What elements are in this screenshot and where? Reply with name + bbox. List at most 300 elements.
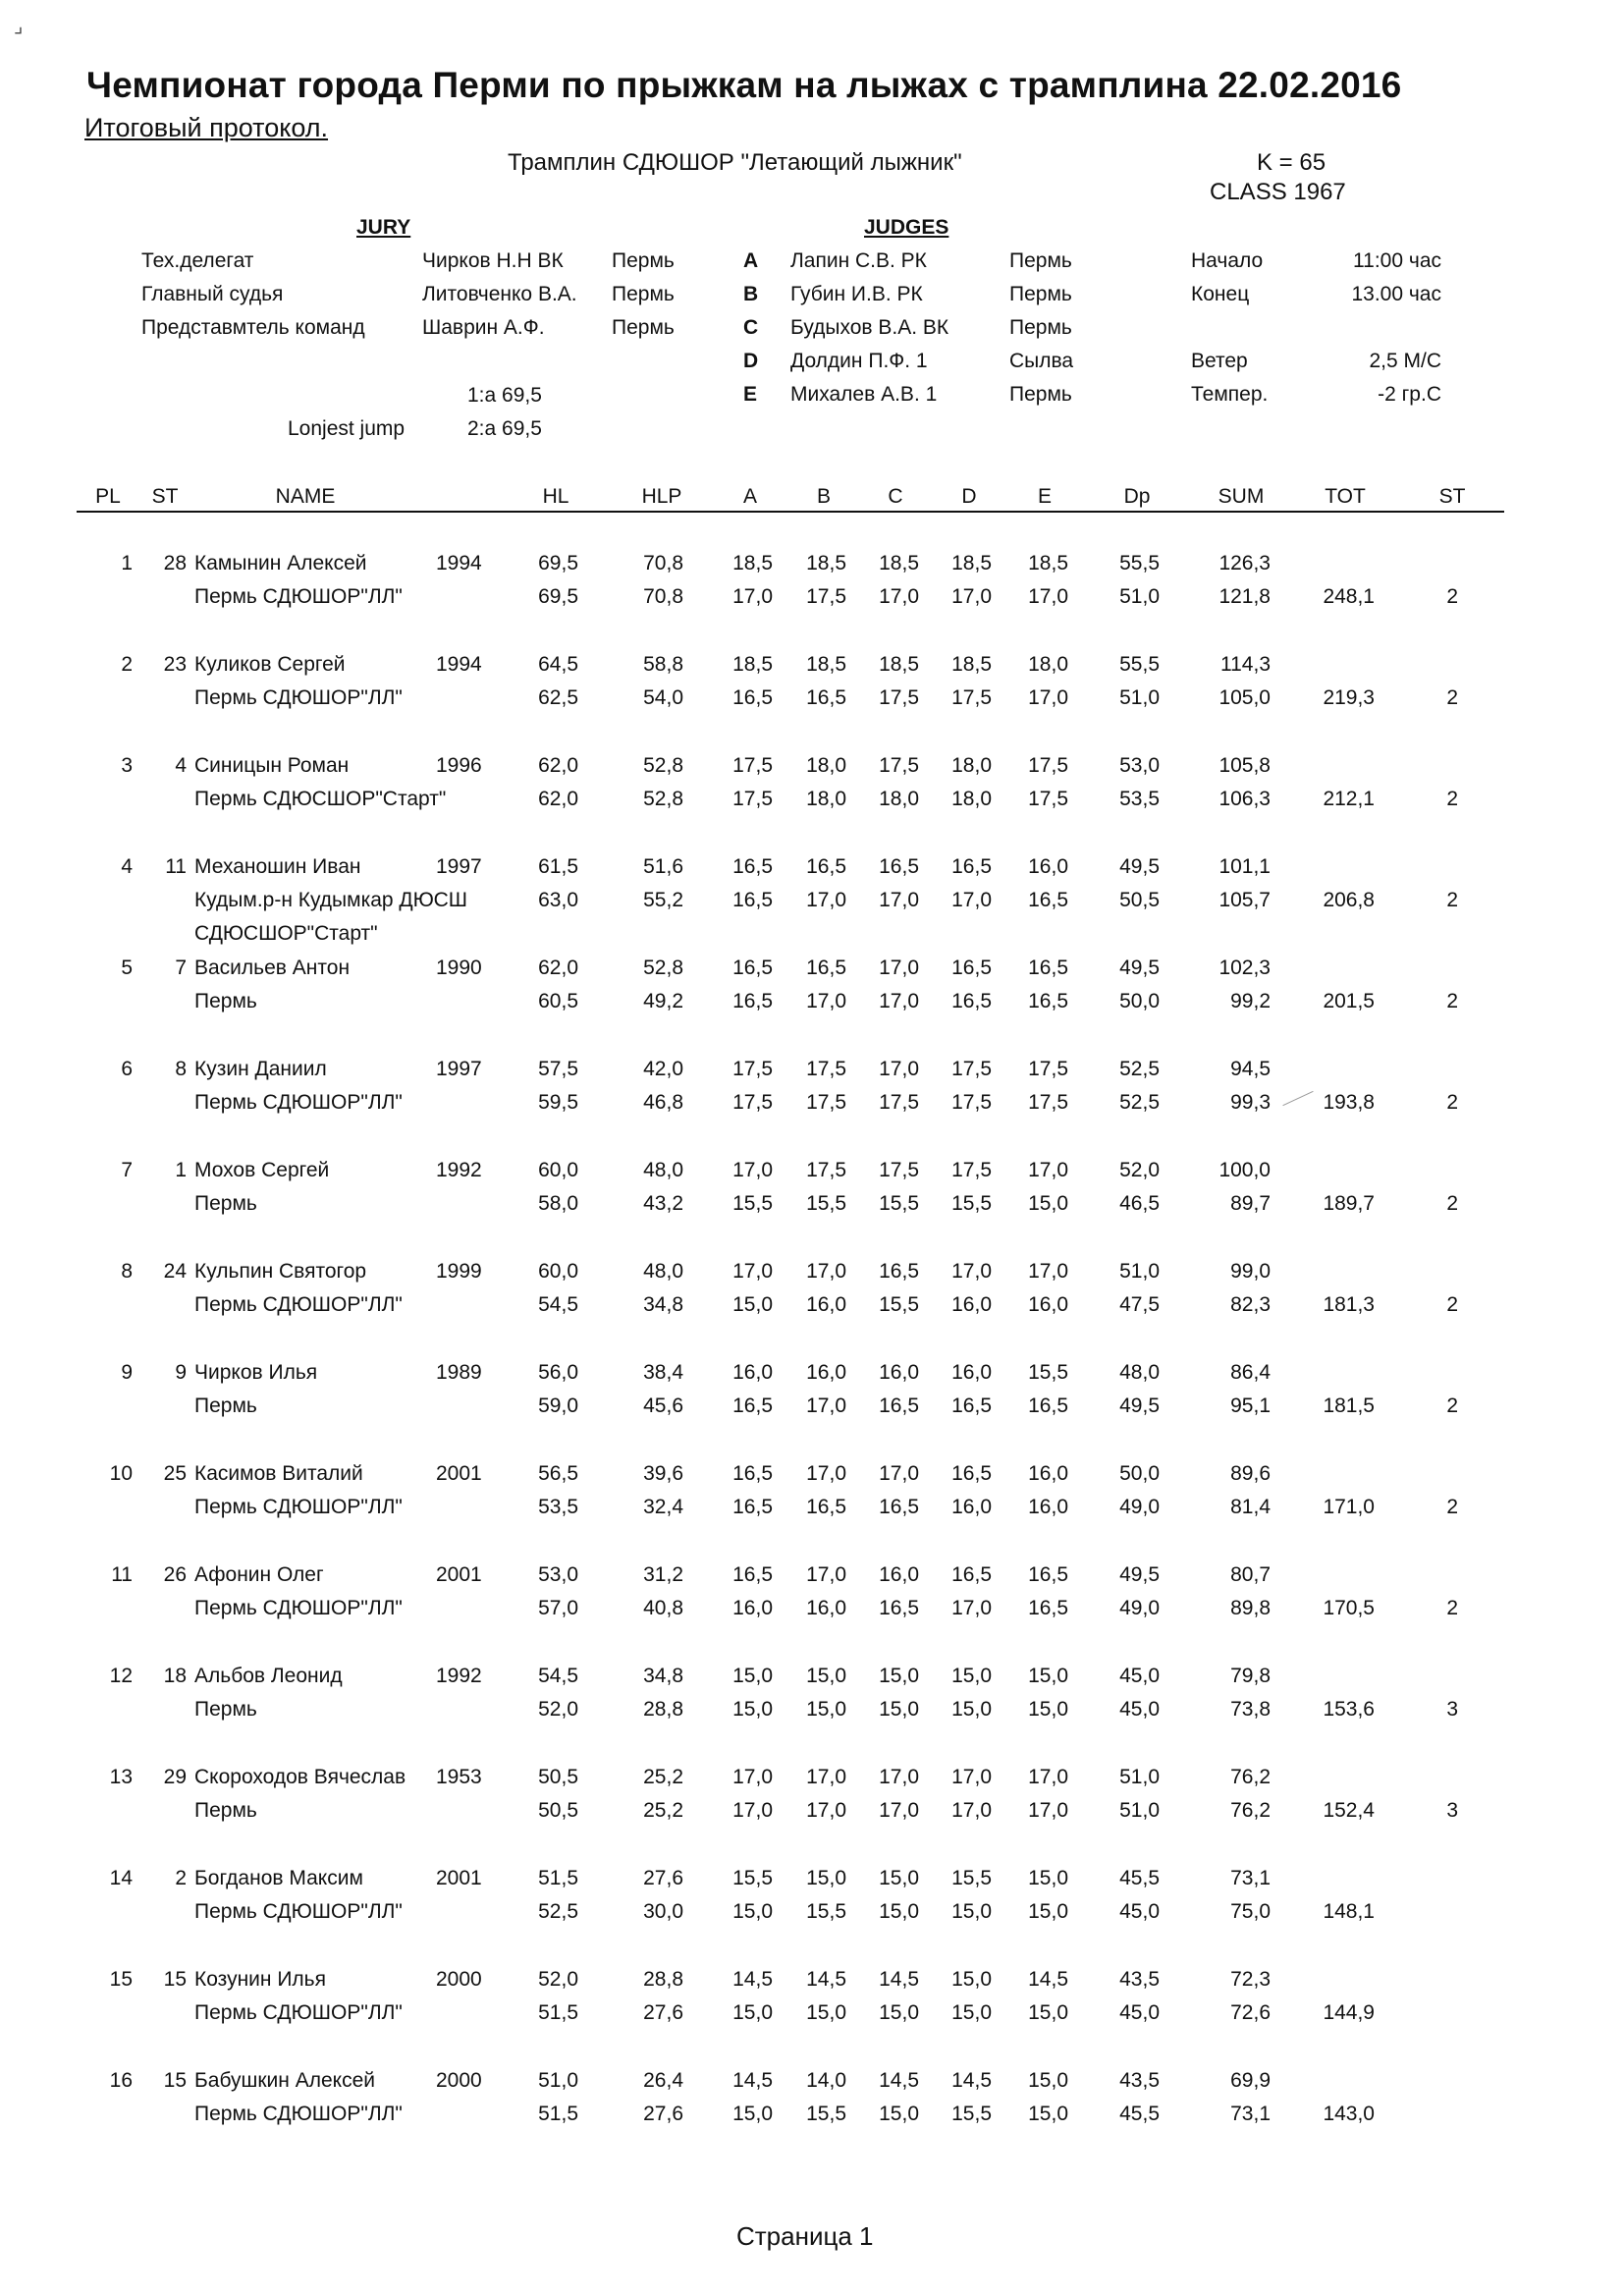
result-total: 153,6 [1323,1698,1375,1721]
jump2-value: 15,5 [732,1192,773,1215]
jump1-value: 17,5 [951,1159,992,1181]
result-category: 2 [1446,585,1458,608]
jury-city: Пермь [612,316,675,339]
page-title: Чемпионат города Перми по прыжкам на лыжах с трамплина 22.02.2016 [86,65,1402,105]
result-start-number: 28 [163,552,187,574]
result-category: 2 [1446,889,1458,911]
jump2-value: 16,5 [732,1496,773,1518]
jump1-value: 43,5 [1119,2069,1160,2092]
jump2-value: 17,5 [806,585,846,608]
jump1-value: 102,3 [1218,957,1271,979]
column-header: HLP [641,485,682,508]
condition-value: 13.00 час [1351,283,1441,305]
jump2-value: 105,7 [1218,889,1271,911]
jump1-value: 17,0 [732,1260,773,1283]
jump1-value: 16,0 [951,1361,992,1384]
jump2-value: 17,5 [732,1091,773,1114]
jump1-value: 16,5 [732,1563,773,1586]
result-start-number: 9 [175,1361,187,1384]
condition-label: Конец [1191,283,1250,305]
jump2-value: 17,0 [1028,1799,1068,1822]
jump2-value: 51,0 [1119,686,1160,709]
jump1-value: 52,0 [538,1968,578,1991]
jump2-value: 16,0 [732,1597,773,1619]
scan-mark: ⌟ [14,16,24,37]
k-point: K = 65 [1257,149,1326,176]
jump1-value: 16,0 [732,1361,773,1384]
jump2-value: 53,5 [1119,788,1160,810]
jump1-value: 17,5 [806,1058,846,1080]
athlete-club: Пермь [194,1394,257,1417]
jury-heading: JURY [356,216,411,239]
jump2-value: 30,0 [643,1900,683,1923]
jump1-value: 17,5 [951,1058,992,1080]
jump2-value: 16,5 [879,1597,919,1619]
jump1-value: 101,1 [1218,855,1271,878]
result-total: 181,5 [1323,1394,1375,1417]
athlete-club: Пермь [194,1698,257,1721]
jump2-value: 16,5 [879,1394,919,1417]
jump1-value: 52,5 [1119,1058,1160,1080]
jump2-value: 18,0 [879,788,919,810]
jump1-value: 86,4 [1230,1361,1271,1384]
jump1-value: 16,0 [1028,855,1068,878]
jump1-value: 16,5 [806,957,846,979]
jury-city: Пермь [612,249,675,272]
longest-jump-2: 2:a 69,5 [467,417,542,440]
jump2-value: 17,5 [732,788,773,810]
jump1-value: 17,5 [1028,754,1068,777]
judge-city: Пермь [1009,383,1072,406]
result-total: 201,5 [1323,990,1375,1012]
jump2-value: 52,5 [1119,1091,1160,1114]
athlete-club: Пермь СДЮШОР"ЛЛ" [194,585,403,608]
result-start-number: 4 [175,754,187,777]
jump2-value: 16,5 [732,889,773,911]
result-category: 2 [1446,1496,1458,1518]
athlete-club: Пермь [194,1192,257,1215]
result-category: 3 [1446,1799,1458,1822]
jump2-value: 51,5 [538,2001,578,2024]
athlete-year: 1994 [436,552,482,574]
result-category: 2 [1446,1091,1458,1114]
jump1-value: 17,5 [732,754,773,777]
jump1-value: 15,5 [1028,1361,1068,1384]
result-category: 3 [1446,1698,1458,1721]
jump1-value: 15,0 [951,1968,992,1991]
jump1-value: 17,0 [879,1058,919,1080]
jump1-value: 54,5 [538,1665,578,1687]
jump1-value: 17,0 [951,1766,992,1788]
condition-value: 2,5 М/С [1369,350,1441,372]
result-place: 4 [121,855,133,878]
jump2-value: 15,0 [1028,2103,1068,2125]
result-total: 181,3 [1323,1293,1375,1316]
jump1-value: 16,5 [951,957,992,979]
jump2-value: 62,0 [538,788,578,810]
jump2-value: 15,0 [1028,1900,1068,1923]
jump2-value: 15,0 [732,1900,773,1923]
jump2-value: 17,0 [951,585,992,608]
jump2-value: 59,0 [538,1394,578,1417]
column-header: ST [151,485,179,508]
jump1-value: 18,5 [951,653,992,676]
jump1-value: 55,5 [1119,653,1160,676]
column-header: SUM [1218,485,1265,508]
jump2-value: 17,5 [879,686,919,709]
jump1-value: 16,0 [806,1361,846,1384]
jump1-value: 18,0 [951,754,992,777]
athlete-name: Кузин Даниил [194,1058,327,1080]
judge-name: Губин И.В. РК [790,283,923,305]
jump1-value: 17,0 [732,1159,773,1181]
result-place: 9 [121,1361,133,1384]
judge-letter: C [743,316,759,339]
jump1-value: 16,5 [732,957,773,979]
result-category: 2 [1446,1394,1458,1417]
jump1-value: 17,0 [806,1260,846,1283]
jump1-value: 18,5 [879,552,919,574]
result-total: 148,1 [1323,1900,1375,1923]
jump2-value: 15,5 [951,2103,992,2125]
jump1-value: 114,3 [1220,653,1271,676]
jump2-value: 81,4 [1230,1496,1271,1518]
venue-name: Трамплин СДЮШОР "Летающий лыжник" [508,149,962,176]
jump1-value: 48,0 [643,1260,683,1283]
longest-jump-label: Lonjest jump [288,417,406,440]
jump2-value: 15,0 [732,2103,773,2125]
athlete-name: Касимов Виталий [194,1462,363,1485]
jump1-value: 16,5 [732,1462,773,1485]
result-start-number: 25 [163,1462,187,1485]
column-header: NAME [275,485,336,508]
athlete-club: Пермь [194,990,257,1012]
jump1-value: 17,0 [1028,1159,1068,1181]
jump2-value: 17,0 [951,1799,992,1822]
jump2-value: 15,0 [879,2001,919,2024]
jump2-value: 16,0 [951,1293,992,1316]
result-place: 6 [121,1058,133,1080]
jump1-value: 16,0 [1028,1462,1068,1485]
column-header: B [816,485,831,508]
jump2-value: 89,8 [1230,1597,1271,1619]
jump2-value: 46,8 [643,1091,683,1114]
jump2-value: 57,0 [538,1597,578,1619]
result-place: 10 [109,1462,133,1485]
jump2-value: 76,2 [1230,1799,1271,1822]
jump2-value: 15,5 [806,2103,846,2125]
jump2-value: 25,2 [643,1799,683,1822]
athlete-name: Афонин Олег [194,1563,324,1586]
jump2-value: 45,0 [1119,1698,1160,1721]
athlete-year: 2001 [436,1462,482,1485]
judge-letter: D [743,350,759,372]
jury-name: Шаврин А.Ф. [422,316,545,339]
jump1-value: 14,5 [806,1968,846,1991]
jump1-value: 17,0 [879,1766,919,1788]
athlete-club: Пермь СДЮШОР"ЛЛ" [194,1597,403,1619]
result-category: 2 [1446,1293,1458,1316]
jump1-value: 16,5 [879,855,919,878]
jump2-value: 43,2 [643,1192,683,1215]
jump1-value: 15,5 [951,1867,992,1889]
result-total: 206,8 [1323,889,1375,911]
jump2-value: 52,8 [643,788,683,810]
jump2-value: 28,8 [643,1698,683,1721]
result-category: 2 [1446,1597,1458,1619]
athlete-name: Мохов Сергей [194,1159,330,1181]
jump1-value: 16,5 [951,1462,992,1485]
jump2-value: 105,0 [1218,686,1271,709]
result-start-number: 15 [163,1968,187,1991]
jump1-value: 18,5 [732,653,773,676]
jump2-value: 17,0 [879,990,919,1012]
jump2-value: 16,5 [1028,889,1068,911]
jump2-value: 75,0 [1230,1900,1271,1923]
jump1-value: 14,5 [951,2069,992,2092]
jump1-value: 17,0 [879,957,919,979]
result-total: 193,8 [1323,1091,1375,1114]
jump1-value: 62,0 [538,957,578,979]
jump1-value: 15,0 [951,1665,992,1687]
jump2-value: 62,5 [538,686,578,709]
jump2-value: 52,5 [538,1900,578,1923]
jury-role: Тех.делегат [141,249,254,272]
jump2-value: 16,5 [732,686,773,709]
athlete-club: Пермь СДЮШОР"ЛЛ" [194,1496,403,1518]
jump1-value: 48,0 [1119,1361,1160,1384]
jump1-value: 70,8 [643,552,683,574]
jump2-value: 17,0 [1028,686,1068,709]
page-number: Страница 1 [736,2221,874,2251]
jump1-value: 17,5 [806,1159,846,1181]
jump1-value: 17,0 [879,1462,919,1485]
jump1-value: 17,5 [732,1058,773,1080]
jump2-value: 121,8 [1218,585,1271,608]
jump1-value: 16,5 [1028,1563,1068,1586]
jump1-value: 49,5 [1119,957,1160,979]
jump1-value: 80,7 [1230,1563,1271,1586]
athlete-name: Камынин Алексей [194,552,367,574]
jump1-value: 56,5 [538,1462,578,1485]
jump2-value: 15,5 [879,1192,919,1215]
jump2-value: 15,5 [806,1900,846,1923]
athlete-year: 1989 [436,1361,482,1384]
jump2-value: 15,0 [732,1293,773,1316]
jump1-value: 17,5 [879,754,919,777]
jump1-value: 17,0 [806,1462,846,1485]
result-place: 3 [121,754,133,777]
result-total: 171,0 [1323,1496,1375,1518]
jump2-value: 16,5 [732,1394,773,1417]
jump2-value: 16,5 [1028,990,1068,1012]
result-total: 212,1 [1323,788,1375,810]
jump1-value: 50,5 [538,1766,578,1788]
jump2-value: 16,0 [806,1597,846,1619]
jump2-value: 17,0 [951,1597,992,1619]
athlete-club: Пермь СДЮШОР"ЛЛ" [194,1091,403,1114]
jump2-value: 51,0 [1119,585,1160,608]
jump2-value: 27,6 [643,2103,683,2125]
jump2-value: 16,5 [1028,1597,1068,1619]
jump2-value: 46,5 [1119,1192,1160,1215]
jump1-value: 51,0 [538,2069,578,2092]
jump2-value: 17,0 [951,889,992,911]
hill-class: CLASS 1967 [1210,179,1346,205]
judge-letter: B [743,283,759,305]
jump2-value: 51,0 [1119,1799,1160,1822]
jump1-value: 76,2 [1230,1766,1271,1788]
result-total: 219,3 [1323,686,1375,709]
result-place: 2 [121,653,133,676]
athlete-name: Козунин Илья [194,1968,326,1991]
jump2-value: 54,5 [538,1293,578,1316]
jump2-value: 45,0 [1119,2001,1160,2024]
jump1-value: 18,5 [732,552,773,574]
jump1-value: 72,3 [1230,1968,1271,1991]
jump1-value: 17,0 [732,1766,773,1788]
result-place: 12 [109,1665,133,1687]
jump1-value: 73,1 [1230,1867,1271,1889]
jump2-value: 49,2 [643,990,683,1012]
jump2-value: 16,5 [1028,1394,1068,1417]
athlete-club: Кудым.р-н Кудымкар ДЮСШ [194,889,468,911]
jump1-value: 17,0 [806,1766,846,1788]
column-header: A [742,485,757,508]
jump1-value: 89,6 [1230,1462,1271,1485]
jump2-value: 69,5 [538,585,578,608]
result-place: 15 [109,1968,133,1991]
jump1-value: 16,5 [806,855,846,878]
jump2-value: 17,0 [806,889,846,911]
jump1-value: 51,0 [1119,1766,1160,1788]
jump1-value: 60,0 [538,1260,578,1283]
result-start-number: 2 [175,1867,187,1889]
jump1-value: 53,0 [1119,754,1160,777]
athlete-club: Пермь СДЮШОР"ЛЛ" [194,1293,403,1316]
jump1-value: 18,0 [1028,653,1068,676]
jury-name: Чирков Н.Н ВК [422,249,564,272]
jump2-value: 82,3 [1230,1293,1271,1316]
athlete-club: Пермь СДЮШОР"ЛЛ" [194,686,403,709]
jump1-value: 16,5 [951,1563,992,1586]
jump2-value: 16,5 [951,1394,992,1417]
athlete-year: 2001 [436,1563,482,1586]
athlete-year: 1992 [436,1159,482,1181]
judge-letter: E [743,383,758,406]
column-header: TOT [1325,485,1366,508]
jump1-value: 79,8 [1230,1665,1271,1687]
jump1-value: 16,5 [732,855,773,878]
jump1-value: 15,0 [806,1867,846,1889]
result-start-number: 8 [175,1058,187,1080]
athlete-name: Бабушкин Алексей [194,2069,375,2092]
column-header: D [961,485,977,508]
jump2-value: 17,5 [951,686,992,709]
jump2-value: 60,5 [538,990,578,1012]
jump1-value: 55,5 [1119,552,1160,574]
jump2-value: 17,0 [806,1394,846,1417]
jump2-value: 15,0 [879,1900,919,1923]
jump2-value: 15,5 [879,1293,919,1316]
jump2-value: 15,0 [951,2001,992,2024]
jump2-value: 15,0 [806,2001,846,2024]
jump2-value: 95,1 [1230,1394,1271,1417]
column-header: HL [542,485,569,508]
result-total: 143,0 [1323,2103,1375,2125]
jump1-value: 56,0 [538,1361,578,1384]
jump2-value: 17,5 [951,1091,992,1114]
jump2-value: 18,0 [806,788,846,810]
judge-city: Пермь [1009,283,1072,305]
jump1-value: 57,5 [538,1058,578,1080]
jury-city: Пермь [612,283,675,305]
jump1-value: 16,5 [1028,957,1068,979]
jump1-value: 15,5 [732,1867,773,1889]
judges-heading: JUDGES [864,216,949,239]
jump2-value: 17,5 [1028,788,1068,810]
result-category: 2 [1446,788,1458,810]
column-header: PL [95,485,121,508]
jump2-value: 50,5 [538,1799,578,1822]
judge-name: Михалев А.В. 1 [790,383,938,406]
athlete-name: Кульпин Святогор [194,1260,367,1283]
jump2-value: 16,5 [732,990,773,1012]
athlete-name: Васильев Антон [194,957,351,979]
result-start-number: 15 [163,2069,187,2092]
judge-city: Сылва [1009,350,1074,372]
jump1-value: 45,0 [1119,1665,1160,1687]
jump1-value: 16,0 [879,1563,919,1586]
jump2-value: 17,0 [732,585,773,608]
result-place: 14 [109,1867,133,1889]
jump1-value: 61,5 [538,855,578,878]
jump1-value: 15,0 [1028,2069,1068,2092]
jump1-value: 51,5 [538,1867,578,1889]
jump1-value: 28,8 [643,1968,683,1991]
condition-label: Темпер. [1191,383,1269,406]
condition-value: 11:00 час [1353,249,1441,272]
jump2-value: 59,5 [538,1091,578,1114]
result-total: 144,9 [1323,2001,1375,2024]
header-rule [77,511,1504,513]
athlete-year: 1992 [436,1665,482,1687]
result-category: 2 [1446,1192,1458,1215]
result-start-number: 11 [165,855,187,878]
jump1-value: 38,4 [643,1361,683,1384]
result-total: 248,1 [1323,585,1375,608]
athlete-name: Богданов Максим [194,1867,363,1889]
athlete-name: Механошин Иван [194,855,361,878]
jump1-value: 49,5 [1119,1563,1160,1586]
condition-label: Ветер [1191,350,1248,372]
jump1-value: 43,5 [1119,1968,1160,1991]
column-header: C [888,485,903,508]
result-start-number: 29 [163,1766,187,1788]
jump2-value: 15,0 [732,2001,773,2024]
jury-role: Главный судья [141,283,284,305]
jump1-value: 17,0 [1028,1766,1068,1788]
jump1-value: 16,0 [879,1361,919,1384]
jump1-value: 94,5 [1230,1058,1271,1080]
jump1-value: 64,5 [538,653,578,676]
jump1-value: 42,0 [643,1058,683,1080]
jump1-value: 45,5 [1119,1867,1160,1889]
athlete-club: Пермь [194,1799,257,1822]
jump2-value: 15,0 [951,1698,992,1721]
jump1-value: 99,0 [1230,1260,1271,1283]
jump1-value: 49,5 [1119,855,1160,878]
